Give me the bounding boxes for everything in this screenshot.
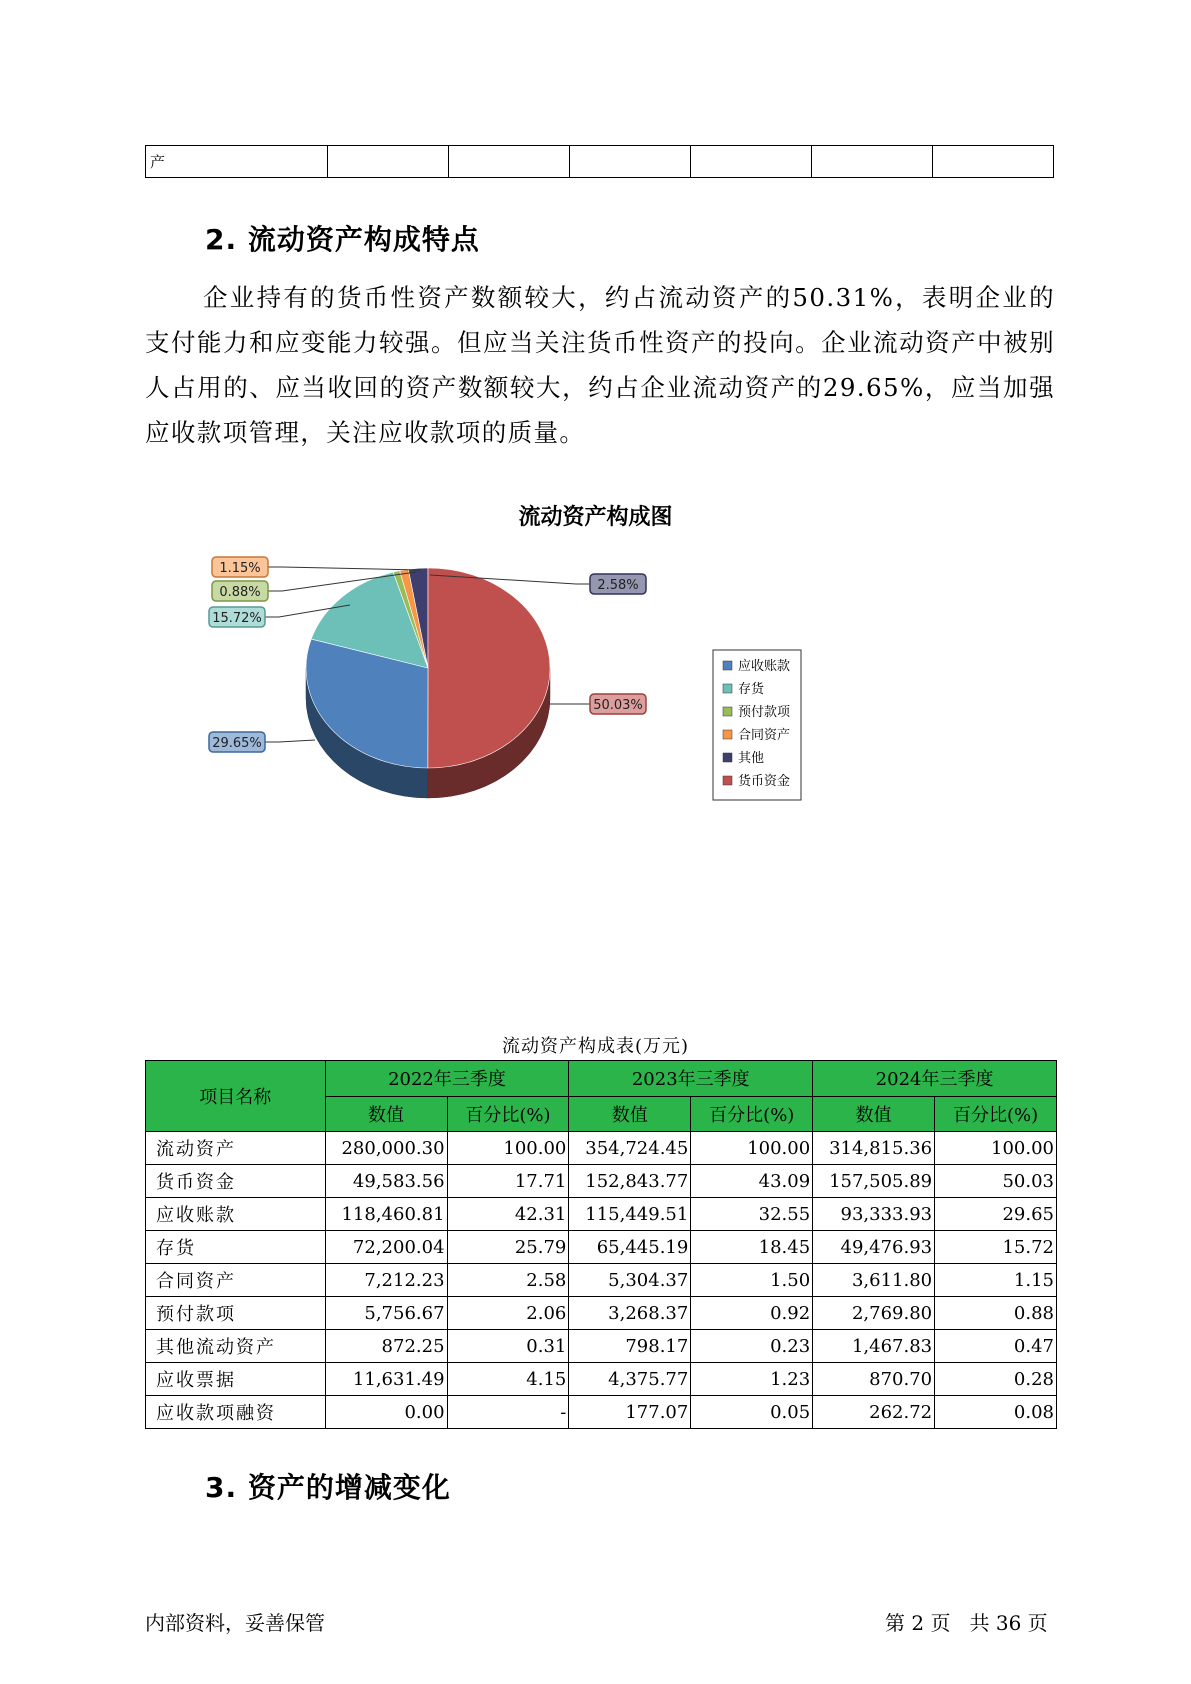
- header-pct: 百分比(%): [691, 1096, 813, 1132]
- section-heading: 2. 流动资产构成特点: [205, 223, 480, 256]
- legend-swatch: [723, 730, 732, 739]
- legend-swatch: [723, 707, 732, 716]
- header-period: 2022年三季度: [325, 1061, 569, 1097]
- chart-title: 流动资产构成图: [518, 505, 673, 530]
- percent-cell: 42.31: [447, 1198, 569, 1231]
- section-heading: 3. 资产的增减变化: [205, 1471, 451, 1504]
- value-cell: 4,375.77: [569, 1363, 691, 1396]
- header-period: 2024年三季度: [813, 1061, 1057, 1097]
- row-label: 存货: [146, 1231, 326, 1264]
- percent-cell: 0.31: [447, 1330, 569, 1363]
- value-cell: 177.07: [569, 1396, 691, 1429]
- percent-cell: 2.58: [447, 1264, 569, 1297]
- value-cell: 65,445.19: [569, 1231, 691, 1264]
- row-label: 货币资金: [146, 1165, 326, 1198]
- pie-data-label: 50.03%: [593, 698, 643, 713]
- value-cell: 0.00: [325, 1396, 447, 1429]
- table-row: [146, 1264, 1057, 1297]
- value-cell: 3,611.80: [813, 1264, 935, 1297]
- percent-cell: 0.28: [935, 1363, 1057, 1396]
- percent-cell: 0.08: [935, 1396, 1057, 1429]
- value-cell: 798.17: [569, 1330, 691, 1363]
- value-cell: 152,843.77: [569, 1165, 691, 1198]
- percent-cell: 0.88: [935, 1297, 1057, 1330]
- value-cell: 93,333.93: [813, 1198, 935, 1231]
- percent-cell: 18.45: [691, 1231, 813, 1264]
- pie-leader-line: [268, 567, 420, 570]
- pie-chart: [0, 0, 1191, 820]
- percent-cell: 1.23: [691, 1363, 813, 1396]
- legend-swatch: [723, 661, 732, 670]
- percent-cell: 1.50: [691, 1264, 813, 1297]
- header-value: 数值: [813, 1096, 935, 1132]
- legend-item: 货币资金: [738, 774, 791, 789]
- legend-swatch: [723, 776, 732, 785]
- body-paragraph: 企业持有的货币性资产数额较大，约占流动资产的50.31%，表明企业的支付能力和应变能力较强。但应当关注货币性资产的投向。企业流动资产中被别人占用的、应当收回的资产数额较大，约占企业流动资产的29.65%，应当加强应收款项管理，关注应收款项的质量。: [145, 283, 1055, 447]
- percent-cell: 0.47: [935, 1330, 1057, 1363]
- percent-cell: 0.05: [691, 1396, 813, 1429]
- value-cell: 5,756.67: [325, 1297, 447, 1330]
- pie-data-label: 15.72%: [212, 611, 262, 626]
- legend-item: 存货: [738, 682, 765, 697]
- percent-cell: 25.79: [447, 1231, 569, 1264]
- footer-page-number: 第 2 页 共 36 页: [885, 1611, 1048, 1635]
- row-label: 流动资产: [146, 1132, 326, 1165]
- header-pct: 百分比(%): [935, 1096, 1057, 1132]
- percent-cell: 100.00: [691, 1132, 813, 1165]
- value-cell: 262.72: [813, 1396, 935, 1429]
- value-cell: 157,505.89: [813, 1165, 935, 1198]
- value-cell: 872.25: [325, 1330, 447, 1363]
- percent-cell: 15.72: [935, 1231, 1057, 1264]
- table-row: [146, 1198, 1057, 1231]
- header-value: 数值: [569, 1096, 691, 1132]
- value-cell: 314,815.36: [813, 1132, 935, 1165]
- value-cell: 1,467.83: [813, 1330, 935, 1363]
- pie-data-label: 2.58%: [597, 578, 639, 593]
- value-cell: 72,200.04: [325, 1231, 447, 1264]
- percent-cell: 43.09: [691, 1165, 813, 1198]
- percent-cell: 17.71: [447, 1165, 569, 1198]
- table-row: [146, 1231, 1057, 1264]
- footer-confidential: 内部资料，妥善保管: [145, 1611, 325, 1635]
- table-row: [146, 1363, 1057, 1396]
- legend-item: 应收账款: [738, 659, 791, 674]
- row-label: 其他流动资产: [146, 1330, 326, 1363]
- percent-cell: 0.92: [691, 1297, 813, 1330]
- legend-swatch: [723, 684, 732, 693]
- row-label: 应收账款: [146, 1198, 326, 1231]
- table-row: [146, 1396, 1057, 1429]
- value-cell: 2,769.80: [813, 1297, 935, 1330]
- pie-data-label: 1.15%: [219, 561, 261, 576]
- legend-swatch: [723, 753, 732, 762]
- header-item-name: 项目名称: [146, 1061, 326, 1132]
- pie-data-label: 29.65%: [212, 736, 262, 751]
- table-cell: 产: [146, 146, 328, 178]
- table-row: [146, 1165, 1057, 1198]
- percent-cell: 1.15: [935, 1264, 1057, 1297]
- row-label: 预付款项: [146, 1297, 326, 1330]
- table-row: [146, 1132, 1057, 1165]
- header-period: 2023年三季度: [569, 1061, 813, 1097]
- header-value: 数值: [325, 1096, 447, 1132]
- header-pct: 百分比(%): [447, 1096, 569, 1132]
- value-cell: 49,476.93: [813, 1231, 935, 1264]
- value-cell: 7,212.23: [325, 1264, 447, 1297]
- percent-cell: 29.65: [935, 1198, 1057, 1231]
- row-label: 应收票据: [146, 1363, 326, 1396]
- table-caption: 流动资产构成表(万元): [501, 1036, 690, 1057]
- value-cell: 118,460.81: [325, 1198, 447, 1231]
- legend-item: 合同资产: [738, 728, 791, 743]
- table-row: [146, 1297, 1057, 1330]
- percent-cell: 100.00: [935, 1132, 1057, 1165]
- row-label: 合同资产: [146, 1264, 326, 1297]
- percent-cell: 2.06: [447, 1297, 569, 1330]
- percent-cell: 4.15: [447, 1363, 569, 1396]
- value-cell: 11,631.49: [325, 1363, 447, 1396]
- pie-leader-line: [265, 740, 315, 742]
- pie-data-label: 0.88%: [219, 585, 261, 600]
- percent-cell: 50.03: [935, 1165, 1057, 1198]
- value-cell: 49,583.56: [325, 1165, 447, 1198]
- value-cell: 280,000.30: [325, 1132, 447, 1165]
- value-cell: 115,449.51: [569, 1198, 691, 1231]
- current-assets-table: [145, 1060, 1057, 1429]
- percent-cell: -: [447, 1396, 569, 1429]
- row-label: 应收款项融资: [146, 1396, 326, 1429]
- percent-cell: 0.23: [691, 1330, 813, 1363]
- percent-cell: 100.00: [447, 1132, 569, 1165]
- value-cell: 354,724.45: [569, 1132, 691, 1165]
- table-header-row: [146, 1061, 1057, 1097]
- legend-item: 预付款项: [738, 705, 791, 720]
- value-cell: 5,304.37: [569, 1264, 691, 1297]
- table-row: [146, 1330, 1057, 1363]
- legend-item: 其他: [738, 751, 765, 766]
- percent-cell: 32.55: [691, 1198, 813, 1231]
- value-cell: 3,268.37: [569, 1297, 691, 1330]
- value-cell: 870.70: [813, 1363, 935, 1396]
